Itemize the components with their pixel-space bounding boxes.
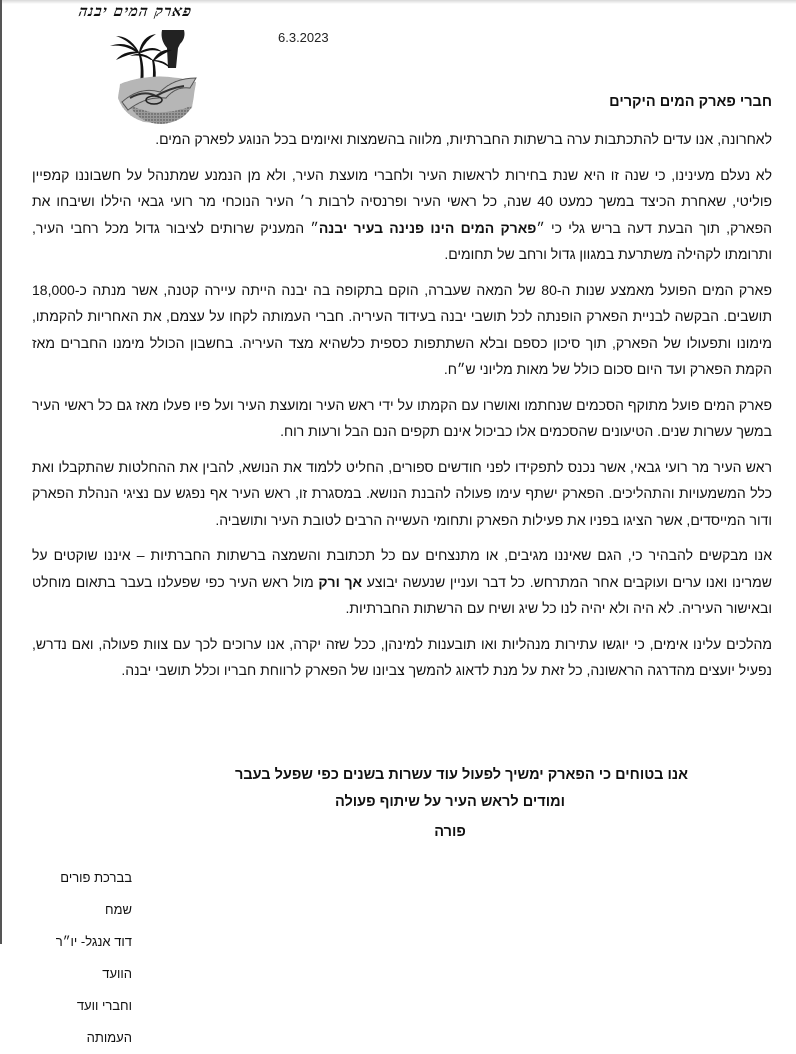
signoff-members: וחברי וועד העמותה: [76, 998, 132, 1045]
letter-body: [32, 126, 772, 693]
paragraph: [32, 454, 772, 534]
signature-block: [32, 862, 132, 1054]
paragraph-text: אנו מבקשים להבהיר כי, הגם שאיננו מגיבים, או מתנצחים עם כל תכתובת והשמצה ברשתות החברתיות – איננו שוקטים על שמרינו ואנו ערים ועוקבים אחר המתרחש. כל דבר ועניין שנעשה יבוצע: [32, 547, 772, 590]
closing-line-1: אנו בטוחים כי הפארק ימשיך לפעול עוד עשרות בשנים כפי שפעל בעבר: [234, 767, 688, 783]
emphasized-quote: פארק המים הינו פנינה בעיר יבנה: [318, 219, 537, 236]
signoff-greeting: בברכת פורים שמח: [60, 870, 132, 917]
paragraph-text: לאחרונה, אנו עדים להתכתבות ערה ברשתות החברתיות, מלווה בהשמצות ואיומים בכל הנוגע לפארק המים.: [155, 131, 772, 147]
paragraph-text: פארק המים פועל מתוקף הסכמים שנחתמו ואושרו עם הקמתו על ידי ראש העיר ומועצת העיר ועל פיו פעלו מאז גם כל ראשי העיר במשך עשרות שנים. הטיעונים שהסכמים אלו כביכול אינם תקפים הנם הבל ורעות רוח.: [32, 396, 772, 439]
emphasized-text: אך ורק: [318, 573, 363, 590]
water-tower-icon: [162, 30, 185, 68]
paragraph: [32, 631, 772, 684]
paragraph: [32, 126, 772, 153]
paragraph: [32, 162, 772, 268]
paragraph-text: מול ראש העיר כפי שפעלנו בעבר בתאום מוחלט ובאישור העיריה. לא היה ולא יהיה לנו כל שיג ושיח עם הרשתות החברתיות.: [32, 573, 772, 616]
paragraph: [32, 392, 772, 445]
letterhead-org-name: פארק המים יבנה: [77, 2, 194, 20]
letter-date: 6.3.2023: [278, 30, 329, 45]
paragraph-text: פארק המים הפועל מאמצע שנות ה-80 של המאה שעברה, הוקם בתקופה בה יבנה הייתה עיירה קטנה, אשר מנתה כ-18,000 תושבים. הבקשה לבניית הפארק הופנתה לכל תושבי יבנה בעידוד העיריה. חברי העמותה לקחו על עצמם, את האחריות להקמתו, מימונו ותפעולו של הפארק, תוך סיכון כספם ובלא השתתפות כספית כלשהיא מצד העיריה. בחשבון הכולל מימנו החברים מאז הקמת הפארק ועד היום סכום כולל של מאות מליוני ש״ח.: [32, 281, 772, 377]
paragraph: [32, 542, 772, 622]
closing-line-2: ומודים לראש העיר על שיתוף פעולה פורה: [335, 794, 565, 840]
signoff-signer: דוד אנגל- יו״ר הוועד: [55, 934, 132, 981]
water-park-logo-icon: [100, 26, 210, 126]
paragraph-text: מהלכים עלינו אימים, כי יוגשו עתירות מנהליות ואו תובענות למינהן, ככל שזה יקרה, אנו ערוכים לכך עם צוות פעולה, ואם נדרש, נפעיל יועצים מהדרגה הראשונה, כל זאת על מנת לדאוג להמשך צביונו של הפארק לרווחת חבריו וכלל תושבי יבנה.: [32, 635, 772, 678]
salutation: חברי פארק המים היקרים: [609, 94, 772, 110]
paragraph-text: ״ המעניק שרותים לציבור גדול מכל רחבי העיר, ותרומתו לקהילה משתרעת במגוון גדול ורחב של תחומים.: [32, 219, 772, 262]
paragraph: [32, 277, 772, 383]
paragraph-text: לא נעלם מעינינו, כי שנה זו היא שנת בחירות לראשות העיר ולחברי מועצת העיר, ולא מן הנמנע שמתנהל על חשבוננו קמפיין פוליטי, שאחרת הכיצד במשך כמעט 40 שנה, כל ראשי העיר ופרנסיה לרבות ר׳ העיר הנוכחי מר רועי גבאי היללו ושיבחו את הפארק, תוך הבעת דעה בריש גלי כי ״: [32, 166, 773, 236]
paragraph-text: ראש העיר מר רועי גבאי, אשר נכנס לתפקידו לפני חודשים ספורים, החליט ללמוד את הנושא, להבין את ההחלטות שהתקבלו ואת כלל המשמעויות והתהליכים. הפארק ישתף עימו פעולה להבנת הנושא. במסגרת זו, ראש העיר אף נפגש עם נציגי הנהלת הפארק ודור המייסדים, אשר הציגו בפניו את פעילות הפארק ותחומי העשייה הרבים לטובת העיר ותושביה.: [32, 458, 772, 528]
